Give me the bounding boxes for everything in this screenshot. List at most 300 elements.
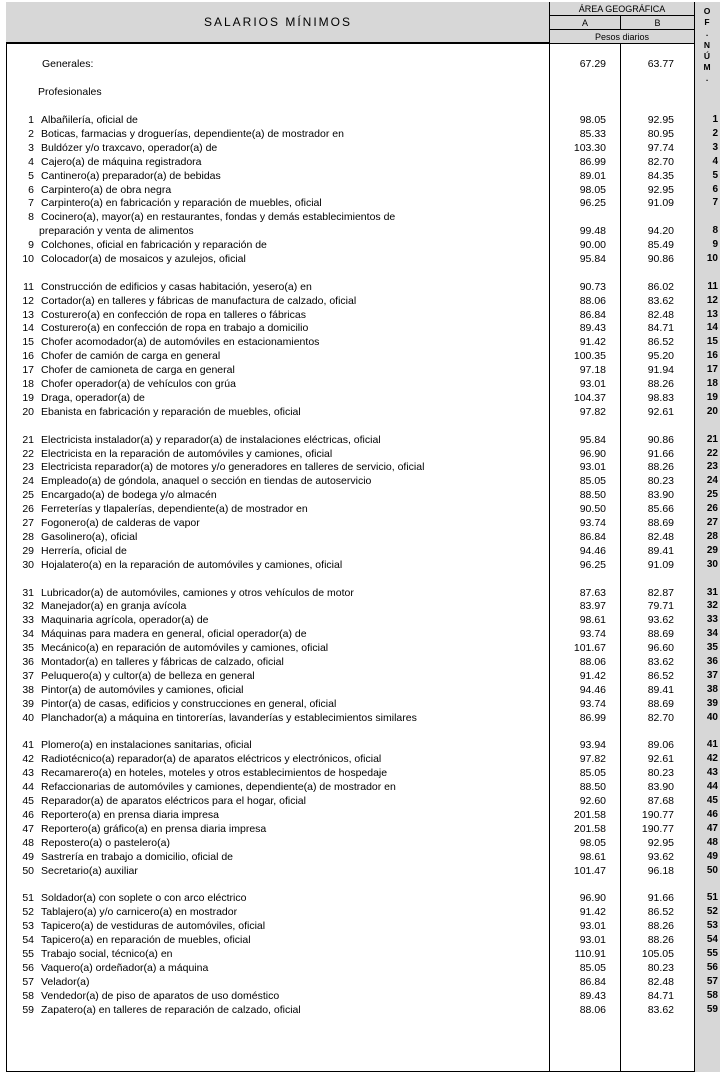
salary-zone-a: 95.84 bbox=[579, 253, 606, 265]
row-number: 20 bbox=[22, 406, 34, 418]
salary-zone-a: 103.30 bbox=[573, 142, 606, 154]
salary-zone-a: 88.50 bbox=[579, 489, 606, 501]
table-row bbox=[0, 655, 725, 669]
occupation-description: Encargado(a) de bodega y/o almacén bbox=[41, 489, 217, 501]
official-number: 28 bbox=[706, 531, 718, 542]
row-number: 46 bbox=[22, 809, 34, 821]
table-row bbox=[0, 335, 725, 349]
salary-zone-a: 96.25 bbox=[579, 197, 606, 209]
occupation-description: Cajero(a) de máquina registradora bbox=[41, 156, 202, 168]
salary-zone-b: 97.74 bbox=[647, 142, 674, 154]
table-row bbox=[0, 711, 725, 725]
row-number: 29 bbox=[22, 545, 34, 557]
row-number: 16 bbox=[22, 350, 34, 362]
row-number: 33 bbox=[22, 614, 34, 626]
occupation-description: Planchador(a) a máquina en tintorerías, lavanderías y establecimientos similares bbox=[41, 712, 417, 724]
area-geografica-header: ÁREA GEOGRÁFICA bbox=[578, 3, 666, 14]
official-number: 25 bbox=[706, 489, 718, 500]
official-number: 22 bbox=[706, 448, 718, 459]
occupation-description: Colchones, oficial en fabricación y reparación de bbox=[41, 239, 267, 251]
salary-zone-b: 91.66 bbox=[647, 448, 674, 460]
row-number: 26 bbox=[22, 503, 34, 515]
table-row bbox=[0, 488, 725, 502]
salary-zone-b: 86.52 bbox=[647, 906, 674, 918]
salary-zone-b: 92.61 bbox=[647, 406, 674, 418]
table-row bbox=[0, 210, 725, 224]
salary-zone-b: 86.52 bbox=[647, 336, 674, 348]
salary-zone-a: 83.97 bbox=[579, 600, 606, 612]
occupation-description: Ferreterías y tlapalerías, dependiente(a) de mostrador en bbox=[41, 503, 308, 515]
occupation-description: Albañilería, oficial de bbox=[41, 114, 138, 126]
salary-zone-a: 98.05 bbox=[579, 184, 606, 196]
salary-zone-a: 86.84 bbox=[579, 531, 606, 543]
official-number: 5 bbox=[712, 170, 718, 181]
salary-zone-b: 88.26 bbox=[647, 920, 674, 932]
official-number: 47 bbox=[706, 823, 718, 834]
row-number: 15 bbox=[22, 336, 34, 348]
official-number: 42 bbox=[706, 753, 718, 764]
table-row bbox=[0, 822, 725, 836]
salary-zone-a: 96.90 bbox=[579, 448, 606, 460]
row-number: 34 bbox=[22, 628, 34, 640]
salary-zone-b: 82.48 bbox=[647, 531, 674, 543]
salary-zone-b: 105.05 bbox=[641, 948, 674, 960]
official-number: 39 bbox=[706, 698, 718, 709]
official-number: 37 bbox=[706, 670, 718, 681]
salary-zone-a: 89.43 bbox=[579, 990, 606, 1002]
salary-zone-b: 92.95 bbox=[647, 184, 674, 196]
official-number: 59 bbox=[706, 1004, 718, 1015]
occupation-description: Refaccionarias de automóviles y camiones, dependiente(a) de mostrador en bbox=[41, 781, 396, 793]
salary-zone-b: 96.60 bbox=[647, 642, 674, 654]
occupation-description: Fogonero(a) de calderas de vapor bbox=[41, 517, 200, 529]
salary-zone-a: 93.01 bbox=[579, 920, 606, 932]
salary-zone-b: 80.95 bbox=[647, 128, 674, 140]
salary-zone-b: 84.71 bbox=[647, 322, 674, 334]
salary-zone-b: 79.71 bbox=[647, 600, 674, 612]
occupation-description: Radiotécnico(a) reparador(a) de aparatos eléctricos y electrónicos, oficial bbox=[41, 753, 382, 765]
salary-zone-a: 97.82 bbox=[579, 753, 606, 765]
row-number: 27 bbox=[22, 517, 34, 529]
salary-zone-b: 82.70 bbox=[647, 712, 674, 724]
salary-zone-b: 84.35 bbox=[647, 170, 674, 182]
salary-zone-b: 83.90 bbox=[647, 781, 674, 793]
occupation-description: Zapatero(a) en talleres de reparación de calzado, oficial bbox=[41, 1004, 301, 1016]
official-number: 13 bbox=[706, 309, 718, 320]
table-row bbox=[0, 697, 725, 711]
salary-zone-b: 90.86 bbox=[647, 434, 674, 446]
salary-zone-b: 93.62 bbox=[647, 614, 674, 626]
salary-zone-a: 96.25 bbox=[579, 559, 606, 571]
occupation-description: Pintor(a) de casas, edificios y construcciones en general, oficial bbox=[41, 698, 337, 710]
salary-zone-b: 190.77 bbox=[641, 809, 674, 821]
table-row bbox=[0, 516, 725, 530]
row-number: 1 bbox=[28, 114, 34, 126]
row-number: 52 bbox=[22, 906, 34, 918]
salary-zone-b: 95.20 bbox=[647, 350, 674, 362]
salary-zone-a: 98.61 bbox=[579, 614, 606, 626]
salary-zone-a: 99.48 bbox=[579, 225, 606, 237]
salary-zone-a: 89.01 bbox=[579, 170, 606, 182]
occupation-description: Chofer de camioneta de carga en general bbox=[41, 364, 235, 376]
occupation-description: Cocinero(a), mayor(a) en restaurantes, fondas y demás establecimientos de bbox=[41, 211, 396, 223]
salary-zone-a: 86.84 bbox=[579, 976, 606, 988]
salary-zone-b: 80.23 bbox=[647, 475, 674, 487]
salary-zone-b: 190.77 bbox=[641, 823, 674, 835]
official-number: 17 bbox=[706, 364, 718, 375]
occupation-description: Costurero(a) en confección de ropa en talleres o fábricas bbox=[41, 309, 306, 321]
official-number: 51 bbox=[706, 892, 718, 903]
row-number: 39 bbox=[22, 698, 34, 710]
salary-zone-a: 88.06 bbox=[579, 1004, 606, 1016]
salary-zone-b: 80.23 bbox=[647, 962, 674, 974]
official-number: 32 bbox=[706, 600, 718, 611]
table-row bbox=[0, 752, 725, 766]
salary-zone-b: 88.69 bbox=[647, 698, 674, 710]
salary-zone-b: 88.69 bbox=[647, 628, 674, 640]
table-row bbox=[0, 447, 725, 461]
official-number: 7 bbox=[712, 197, 718, 208]
official-number: 14 bbox=[706, 322, 718, 333]
official-number: 15 bbox=[706, 336, 718, 347]
occupation-description: Construcción de edificios y casas habitación, yesero(a) en bbox=[41, 281, 312, 293]
salary-zone-a: 93.01 bbox=[579, 934, 606, 946]
salary-zone-b: 83.62 bbox=[647, 656, 674, 668]
occupation-description: Plomero(a) en instalaciones sanitarias, oficial bbox=[41, 739, 252, 751]
salary-zone-b: 82.48 bbox=[647, 976, 674, 988]
official-number: 8 bbox=[712, 225, 718, 236]
table-row bbox=[0, 196, 725, 210]
table-row bbox=[0, 919, 725, 933]
occupation-description: Vendedor(a) de piso de aparatos de uso doméstico bbox=[41, 990, 280, 1002]
table-row bbox=[0, 294, 725, 308]
salary-zone-a: 85.05 bbox=[579, 962, 606, 974]
official-number: 36 bbox=[706, 656, 718, 667]
table-row bbox=[0, 627, 725, 641]
official-number: 54 bbox=[706, 934, 718, 945]
salary-zone-a: 93.74 bbox=[579, 517, 606, 529]
row-number: 23 bbox=[22, 461, 34, 473]
table-row bbox=[0, 613, 725, 627]
table-row bbox=[0, 864, 725, 878]
official-number: 18 bbox=[706, 378, 718, 389]
row-number: 12 bbox=[22, 295, 34, 307]
row-number: 45 bbox=[22, 795, 34, 807]
occupation-description: Hojalatero(a) en la reparación de automóviles y camiones, oficial bbox=[41, 559, 343, 571]
salary-zone-b: 87.68 bbox=[647, 795, 674, 807]
official-number: 44 bbox=[706, 781, 718, 792]
salary-zone-b: 82.70 bbox=[647, 156, 674, 168]
occupation-description: Velador(a) bbox=[41, 976, 90, 988]
row-number: 55 bbox=[22, 948, 34, 960]
row-number: 56 bbox=[22, 962, 34, 974]
salary-zone-a: 89.43 bbox=[579, 322, 606, 334]
row-number: 6 bbox=[28, 184, 34, 196]
official-number: 30 bbox=[706, 559, 718, 570]
salary-zone-a: 93.74 bbox=[579, 698, 606, 710]
occupation-description: Tablajero(a) y/o carnicero(a) en mostrador bbox=[41, 906, 238, 918]
salary-zone-a: 85.05 bbox=[579, 767, 606, 779]
occupation-description: Repostero(a) o pastelero(a) bbox=[41, 837, 170, 849]
table-row bbox=[0, 502, 725, 516]
row-number: 17 bbox=[22, 364, 34, 376]
official-number: 23 bbox=[706, 461, 718, 472]
generales-label: Generales: bbox=[42, 58, 94, 70]
official-number: 33 bbox=[706, 614, 718, 625]
table-row bbox=[0, 780, 725, 794]
table-row bbox=[0, 113, 725, 127]
official-number: 31 bbox=[706, 587, 718, 598]
occupation-description: Cantinero(a) preparador(a) de bebidas bbox=[41, 170, 221, 182]
salary-zone-b: 98.83 bbox=[647, 392, 674, 404]
row-number: 57 bbox=[22, 976, 34, 988]
official-number: 26 bbox=[706, 503, 718, 514]
table-row bbox=[0, 766, 725, 780]
table-row bbox=[0, 224, 725, 238]
row-number: 44 bbox=[22, 781, 34, 793]
official-number: 9 bbox=[712, 239, 718, 250]
salary-zone-b: 88.26 bbox=[647, 461, 674, 473]
row-number: 54 bbox=[22, 934, 34, 946]
table-row bbox=[0, 947, 725, 961]
salary-zone-a: 97.18 bbox=[579, 364, 606, 376]
profesionales-heading: Profesionales bbox=[38, 86, 102, 98]
row-number: 42 bbox=[22, 753, 34, 765]
official-number: 3 bbox=[712, 142, 718, 153]
table-row bbox=[0, 127, 725, 141]
of-label: O F . bbox=[703, 6, 711, 38]
occupation-description: Maquinaria agrícola, operador(a) de bbox=[41, 614, 209, 626]
official-number: 45 bbox=[706, 795, 718, 806]
salary-zone-b: 89.41 bbox=[647, 545, 674, 557]
occupation-description: Manejador(a) en granja avícola bbox=[41, 600, 187, 612]
occupation-description: Tapicero(a) de vestiduras de automóviles, oficial bbox=[41, 920, 266, 932]
occupation-description: Reportero(a) gráfico(a) en prensa diaria impresa bbox=[41, 823, 267, 835]
row-number: 36 bbox=[22, 656, 34, 668]
occupation-description: Reportero(a) en prensa diaria impresa bbox=[41, 809, 220, 821]
table-row bbox=[0, 308, 725, 322]
official-number: 21 bbox=[706, 434, 718, 445]
official-number: 27 bbox=[706, 517, 718, 528]
table-row bbox=[0, 808, 725, 822]
salary-zone-b: 92.61 bbox=[647, 753, 674, 765]
salary-zone-b: 88.26 bbox=[647, 378, 674, 390]
occupation-description: preparación y venta de alimentos bbox=[39, 225, 194, 237]
salary-zone-a: 85.33 bbox=[579, 128, 606, 140]
salary-zone-a: 98.61 bbox=[579, 851, 606, 863]
occupation-description: Lubricador(a) de automóviles, camiones y otros vehículos de motor bbox=[41, 587, 354, 599]
official-number: 12 bbox=[706, 295, 718, 306]
salary-zone-a: 87.63 bbox=[579, 587, 606, 599]
salary-zone-b: 96.18 bbox=[647, 865, 674, 877]
table-row bbox=[0, 641, 725, 655]
salary-zone-b: 88.69 bbox=[647, 517, 674, 529]
table-row bbox=[0, 141, 725, 155]
row-number: 11 bbox=[23, 281, 34, 293]
salary-zone-b: 89.06 bbox=[647, 739, 674, 751]
salary-zone-b: 86.02 bbox=[647, 281, 674, 293]
salary-zone-a: 100.35 bbox=[573, 350, 606, 362]
salary-zone-a: 86.99 bbox=[579, 712, 606, 724]
salary-zone-b: 94.20 bbox=[647, 225, 674, 237]
table-row bbox=[0, 586, 725, 600]
salary-zone-b: 82.87 bbox=[647, 587, 674, 599]
row-number: 13 bbox=[22, 309, 34, 321]
occupation-description: Secretario(a) auxiliar bbox=[41, 865, 138, 877]
table-row bbox=[0, 183, 725, 197]
occupation-description: Peluquero(a) y cultor(a) de belleza en general bbox=[41, 670, 255, 682]
row-number: 19 bbox=[22, 392, 34, 404]
table-row bbox=[0, 252, 725, 266]
table-row bbox=[0, 891, 725, 905]
units-header: Pesos diarios bbox=[594, 31, 650, 42]
salary-zone-a: 86.84 bbox=[579, 309, 606, 321]
salary-zone-a: 90.73 bbox=[579, 281, 606, 293]
occupation-description: Sastrería en trabajo a domicilio, oficial de bbox=[41, 851, 234, 863]
header-bottom-rule bbox=[6, 43, 694, 44]
row-number: 51 bbox=[22, 892, 34, 904]
official-number: 46 bbox=[706, 809, 718, 820]
official-number: 11 bbox=[707, 281, 718, 292]
official-number: 16 bbox=[706, 350, 718, 361]
occupation-description: Máquinas para madera en general, oficial operador(a) de bbox=[41, 628, 307, 640]
salary-zone-a: 98.05 bbox=[579, 837, 606, 849]
num-label: N Ú M . bbox=[703, 40, 711, 83]
occupation-description: Reparador(a) de aparatos eléctricos para el hogar, oficial bbox=[41, 795, 306, 807]
salary-zone-b: 90.86 bbox=[647, 253, 674, 265]
table-row bbox=[0, 961, 725, 975]
row-number: 38 bbox=[22, 684, 34, 696]
salary-zone-a: 85.05 bbox=[579, 475, 606, 487]
table-row bbox=[0, 349, 725, 363]
salary-zone-a: 96.90 bbox=[579, 892, 606, 904]
official-number: 55 bbox=[706, 948, 718, 959]
occupation-description: Draga, operador(a) de bbox=[41, 392, 145, 404]
official-number: 57 bbox=[706, 976, 718, 987]
row-number: 21 bbox=[22, 434, 34, 446]
salary-zone-b: 91.09 bbox=[647, 197, 674, 209]
row-number: 53 bbox=[22, 920, 34, 932]
official-number: 52 bbox=[706, 906, 718, 917]
salary-zone-b: 92.95 bbox=[647, 837, 674, 849]
occupation-description: Recamarero(a) en hoteles, moteles y otros establecimientos de hospedaje bbox=[41, 767, 388, 779]
table-row bbox=[0, 238, 725, 252]
salary-zone-a: 93.01 bbox=[579, 461, 606, 473]
salary-zone-b: 91.66 bbox=[647, 892, 674, 904]
row-number: 28 bbox=[22, 531, 34, 543]
table-row bbox=[0, 850, 725, 864]
salary-zone-b: 83.90 bbox=[647, 489, 674, 501]
official-number: 34 bbox=[706, 628, 718, 639]
salary-zone-a: 88.06 bbox=[579, 656, 606, 668]
occupation-description: Colocador(a) de mosaicos y azulejos, oficial bbox=[41, 253, 246, 265]
occupation-description: Carpintero(a) en fabricación y reparación de muebles, oficial bbox=[41, 197, 322, 209]
generales-row bbox=[0, 57, 725, 71]
salary-zone-b: 83.62 bbox=[647, 295, 674, 307]
salary-zone-a: 91.42 bbox=[579, 670, 606, 682]
row-number: 10 bbox=[22, 253, 34, 265]
occupation-description: Soldador(a) con soplete o con arco eléctrico bbox=[41, 892, 247, 904]
generales-a: 67.29 bbox=[579, 58, 606, 70]
row-number: 18 bbox=[22, 378, 34, 390]
salary-zone-a: 88.50 bbox=[579, 781, 606, 793]
page-title: SALARIOS MÍNIMOS bbox=[6, 2, 550, 43]
official-number: 6 bbox=[712, 184, 718, 195]
table-row bbox=[0, 169, 725, 183]
salary-zone-b: 88.26 bbox=[647, 934, 674, 946]
official-number: 35 bbox=[706, 642, 718, 653]
table-row bbox=[0, 391, 725, 405]
occupation-description: Buldózer y/o traxcavo, operador(a) de bbox=[41, 142, 218, 154]
salary-zone-a: 86.99 bbox=[579, 156, 606, 168]
salary-zone-a: 97.82 bbox=[579, 406, 606, 418]
table-row bbox=[0, 669, 725, 683]
row-number: 8 bbox=[28, 211, 34, 223]
occupation-description: Ebanista en fabricación y reparación de muebles, oficial bbox=[41, 406, 301, 418]
table-row bbox=[0, 599, 725, 613]
official-number: 24 bbox=[706, 475, 718, 486]
generales-b: 63.77 bbox=[647, 58, 674, 70]
salary-zone-a: 110.91 bbox=[574, 948, 606, 960]
salary-zone-b: 80.23 bbox=[647, 767, 674, 779]
row-number: 4 bbox=[28, 156, 34, 168]
official-number: 43 bbox=[706, 767, 718, 778]
table-row bbox=[0, 558, 725, 572]
occupation-description: Gasolinero(a), oficial bbox=[41, 531, 138, 543]
occupation-description: Cortador(a) en talleres y fábricas de manufactura de calzado, oficial bbox=[41, 295, 357, 307]
occupation-description: Montador(a) en talleres y fábricas de calzado, oficial bbox=[41, 656, 284, 668]
occupation-description: Electricista reparador(a) de motores y/o generadores en talleres de servicio, oficial bbox=[41, 461, 425, 473]
table-row bbox=[0, 738, 725, 752]
occupation-description: Costurero(a) en confección de ropa en trabajo a domicilio bbox=[41, 322, 309, 334]
row-number: 49 bbox=[22, 851, 34, 863]
row-number: 37 bbox=[22, 670, 34, 682]
salary-zone-a: 90.00 bbox=[579, 239, 606, 251]
official-number: 10 bbox=[706, 253, 718, 264]
salary-zone-b: 86.52 bbox=[647, 670, 674, 682]
official-number: 58 bbox=[706, 990, 718, 1001]
table-row bbox=[0, 474, 725, 488]
row-number: 9 bbox=[28, 239, 34, 251]
salary-zone-b: 85.49 bbox=[647, 239, 674, 251]
row-number: 3 bbox=[28, 142, 34, 154]
salary-zone-b: 89.41 bbox=[647, 684, 674, 696]
occupation-description: Pintor(a) de automóviles y camiones, oficial bbox=[41, 684, 244, 696]
official-number: 53 bbox=[706, 920, 718, 931]
salary-zone-a: 93.01 bbox=[579, 378, 606, 390]
salary-zone-b: 82.48 bbox=[647, 309, 674, 321]
salary-zone-a: 91.42 bbox=[579, 906, 606, 918]
column-b-header: B bbox=[654, 17, 661, 28]
row-number: 40 bbox=[22, 712, 34, 724]
salary-zone-a: 94.46 bbox=[579, 684, 606, 696]
salary-zone-a: 88.06 bbox=[579, 295, 606, 307]
salary-zone-b: 92.95 bbox=[647, 114, 674, 126]
table-row bbox=[0, 975, 725, 989]
salary-zone-a: 93.74 bbox=[579, 628, 606, 640]
salary-zone-a: 201.58 bbox=[573, 823, 606, 835]
occupation-description: Boticas, farmacias y droguerías, dependiente(a) de mostrador en bbox=[41, 128, 344, 140]
table-row bbox=[0, 460, 725, 474]
official-number: 19 bbox=[706, 392, 718, 403]
official-number: 56 bbox=[706, 962, 718, 973]
official-number: 38 bbox=[706, 684, 718, 695]
official-number: 20 bbox=[706, 406, 718, 417]
occupation-description: Chofer acomodador(a) de automóviles en estacionamientos bbox=[41, 336, 320, 348]
table-row bbox=[0, 155, 725, 169]
occupation-description: Trabajo social, técnico(a) en bbox=[41, 948, 173, 960]
occupation-description: Electricista instalador(a) y reparador(a) de instalaciones eléctricas, oficial bbox=[41, 434, 381, 446]
